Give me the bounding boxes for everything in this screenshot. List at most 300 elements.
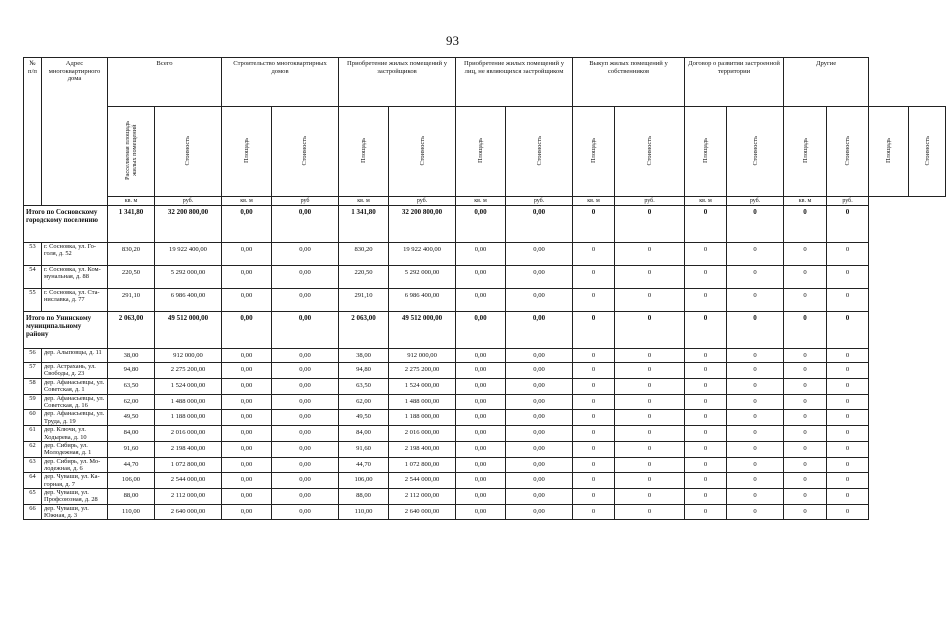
value-cell: 0 <box>784 457 827 473</box>
value-cell: 830,20 <box>339 243 389 266</box>
value-cell: 0 <box>615 206 685 243</box>
value-cell: 0 <box>615 394 685 410</box>
row-address: дер. Астрахань, ул. Свободы, д. 23 <box>42 363 108 379</box>
header-other: Другие <box>784 58 869 107</box>
header-buyout: Выкуп жилых помещений у собственников <box>573 58 685 107</box>
row-address: дер. Афанасьевцы, ул. Советская, д. 16 <box>42 394 108 410</box>
value-cell: 0 <box>727 426 784 442</box>
header-address: Адрес многоквартирного дома <box>42 58 108 206</box>
table-row <box>24 426 946 442</box>
unit-cell: кв. м <box>456 197 506 206</box>
value-cell: 0 <box>573 243 615 266</box>
value-cell: 0 <box>827 206 869 243</box>
value-cell: 0,00 <box>222 504 272 520</box>
subheader-area: Площадь <box>456 107 506 197</box>
value-cell: 0 <box>784 410 827 426</box>
value-cell: 2 198 400,00 <box>389 441 456 457</box>
unit-cell: кв. м <box>108 197 155 206</box>
value-cell: 0 <box>573 312 615 349</box>
value-cell: 1 488 000,00 <box>155 394 222 410</box>
row-address: дер. Афанасьевцы, ул. Советская, д. 1 <box>42 379 108 395</box>
value-cell: 0 <box>784 349 827 363</box>
value-cell: 2 198 400,00 <box>155 441 222 457</box>
value-cell: 49 512 000,00 <box>389 312 456 349</box>
subheader-resettled-area: Расселяемая площадь жилых помещений <box>108 107 155 197</box>
row-number: 57 <box>24 363 42 379</box>
value-cell: 0 <box>784 426 827 442</box>
value-cell: 0,00 <box>272 457 339 473</box>
value-cell: 62,00 <box>108 394 155 410</box>
value-cell: 0 <box>784 312 827 349</box>
value-cell: 0 <box>727 379 784 395</box>
row-number: 56 <box>24 349 42 363</box>
value-cell: 0 <box>615 243 685 266</box>
header-acq-developers: Приобретение жилых помещений у застройщиков <box>339 58 456 107</box>
value-cell: 1 188 000,00 <box>155 410 222 426</box>
value-cell: 49,50 <box>339 410 389 426</box>
subheader-area: Площадь <box>573 107 615 197</box>
value-cell: 0 <box>615 410 685 426</box>
value-cell: 0,00 <box>456 489 506 505</box>
unit-cell: кв. м <box>784 197 827 206</box>
page-number: 93 <box>446 33 459 48</box>
value-cell: 0,00 <box>506 312 573 349</box>
value-cell: 0 <box>784 379 827 395</box>
value-cell: 2 063,00 <box>339 312 389 349</box>
value-cell: 0,00 <box>222 410 272 426</box>
row-address: дер. Алыповцы, д. 11 <box>42 349 108 363</box>
value-cell: 0,00 <box>222 349 272 363</box>
value-cell: 0 <box>685 441 727 457</box>
value-cell: 0 <box>685 379 727 395</box>
value-cell: 0,00 <box>506 289 573 312</box>
value-cell: 0,00 <box>506 379 573 395</box>
value-cell: 38,00 <box>108 349 155 363</box>
value-cell: 0 <box>727 410 784 426</box>
row-address: г. Сосновка, ул. Ста-ниславка, д. 77 <box>42 289 108 312</box>
value-cell: 0 <box>615 473 685 489</box>
row-address: г. Сосновка, ул. Го-голя, д. 52 <box>42 243 108 266</box>
value-cell: 0,00 <box>272 289 339 312</box>
value-cell: 0 <box>727 489 784 505</box>
table-row <box>24 410 946 426</box>
value-cell: 291,10 <box>108 289 155 312</box>
value-cell: 88,00 <box>339 489 389 505</box>
value-cell: 0,00 <box>272 489 339 505</box>
value-cell: 0,00 <box>222 457 272 473</box>
value-cell: 0,00 <box>506 473 573 489</box>
value-cell: 0 <box>615 457 685 473</box>
value-cell: 5 292 000,00 <box>389 266 456 289</box>
value-cell: 0,00 <box>456 379 506 395</box>
value-cell: 0 <box>685 289 727 312</box>
value-cell: 0 <box>827 243 869 266</box>
row-number: 59 <box>24 394 42 410</box>
resettlement-table <box>23 57 946 520</box>
row-address: дер. Чуваши, ул. Южная, д. 3 <box>42 504 108 520</box>
value-cell: 0 <box>615 289 685 312</box>
unit-cell: кв. м <box>573 197 615 206</box>
value-cell: 0 <box>685 363 727 379</box>
value-cell: 0 <box>727 266 784 289</box>
value-cell: 106,00 <box>108 473 155 489</box>
value-cell: 1 188 000,00 <box>389 410 456 426</box>
value-cell: 0 <box>615 266 685 289</box>
value-cell: 63,50 <box>339 379 389 395</box>
value-cell: 2 544 000,00 <box>389 473 456 489</box>
value-cell: 0,00 <box>222 441 272 457</box>
value-cell: 91,60 <box>108 441 155 457</box>
value-cell: 291,10 <box>339 289 389 312</box>
value-cell: 0 <box>573 473 615 489</box>
value-cell: 0,00 <box>272 426 339 442</box>
value-cell: 63,50 <box>108 379 155 395</box>
value-cell: 0 <box>573 206 615 243</box>
row-number: 54 <box>24 266 42 289</box>
value-cell: 91,60 <box>339 441 389 457</box>
value-cell: 0 <box>685 349 727 363</box>
value-cell: 0 <box>573 289 615 312</box>
value-cell: 0 <box>727 349 784 363</box>
value-cell: 0 <box>784 206 827 243</box>
value-cell: 2 063,00 <box>108 312 155 349</box>
value-cell: 0 <box>827 394 869 410</box>
value-cell: 0,00 <box>456 266 506 289</box>
row-number: 60 <box>24 410 42 426</box>
value-cell: 2 640 000,00 <box>155 504 222 520</box>
table-row <box>24 489 946 505</box>
value-cell: 0,00 <box>222 312 272 349</box>
value-cell: 0 <box>727 457 784 473</box>
value-cell: 220,50 <box>108 266 155 289</box>
value-cell: 0,00 <box>456 349 506 363</box>
value-cell: 0 <box>573 363 615 379</box>
subheader-area: Площадь <box>869 107 909 197</box>
table-row <box>24 394 946 410</box>
value-cell: 0 <box>827 457 869 473</box>
value-cell: 0,00 <box>222 243 272 266</box>
value-cell: 0 <box>827 349 869 363</box>
unit-cell: руб. <box>615 197 685 206</box>
value-cell: 0 <box>573 266 615 289</box>
subtotal-row <box>24 206 946 243</box>
value-cell: 2 275 200,00 <box>155 363 222 379</box>
value-cell: 1 341,80 <box>108 206 155 243</box>
value-cell: 44,70 <box>108 457 155 473</box>
value-cell: 6 986 400,00 <box>155 289 222 312</box>
row-number: 62 <box>24 441 42 457</box>
value-cell: 0,00 <box>506 394 573 410</box>
value-cell: 0 <box>827 473 869 489</box>
value-cell: 1 072 800,00 <box>389 457 456 473</box>
value-cell: 0,00 <box>272 312 339 349</box>
value-cell: 2 112 000,00 <box>155 489 222 505</box>
subtotal-row <box>24 312 946 349</box>
value-cell: 0 <box>685 426 727 442</box>
value-cell: 0 <box>827 266 869 289</box>
value-cell: 0,00 <box>272 206 339 243</box>
subheader-area: Площадь <box>685 107 727 197</box>
value-cell: 0,00 <box>272 394 339 410</box>
value-cell: 0 <box>573 426 615 442</box>
value-cell: 0 <box>685 457 727 473</box>
row-number: 65 <box>24 489 42 505</box>
header-construction: Строительство многоквартирных домов <box>222 58 339 107</box>
table-row <box>24 379 946 395</box>
subtotal-label: Итого по Унинскому муниципальному району <box>24 312 108 349</box>
value-cell: 0 <box>615 379 685 395</box>
value-cell: 44,70 <box>339 457 389 473</box>
value-cell: 110,00 <box>339 504 389 520</box>
value-cell: 0,00 <box>272 243 339 266</box>
value-cell: 0,00 <box>456 363 506 379</box>
value-cell: 0 <box>784 473 827 489</box>
value-cell: 0,00 <box>272 504 339 520</box>
value-cell: 0,00 <box>506 457 573 473</box>
value-cell: 94,80 <box>339 363 389 379</box>
value-cell: 0,00 <box>222 266 272 289</box>
unit-cell: кв. м <box>339 197 389 206</box>
value-cell: 32 200 800,00 <box>155 206 222 243</box>
value-cell: 94,80 <box>108 363 155 379</box>
value-cell: 0,00 <box>506 504 573 520</box>
value-cell: 0,00 <box>272 363 339 379</box>
value-cell: 0 <box>573 489 615 505</box>
table-row <box>24 349 946 363</box>
row-number: 58 <box>24 379 42 395</box>
value-cell: 0 <box>784 504 827 520</box>
value-cell: 0,00 <box>506 349 573 363</box>
header-total: Всего <box>108 58 222 107</box>
header-row-groups <box>24 58 946 107</box>
value-cell: 912 000,00 <box>389 349 456 363</box>
subheader-cost: Стоимость <box>615 107 685 197</box>
row-number: 66 <box>24 504 42 520</box>
unit-cell: руб <box>272 197 339 206</box>
value-cell: 0 <box>784 489 827 505</box>
value-cell: 84,00 <box>339 426 389 442</box>
value-cell: 32 200 800,00 <box>389 206 456 243</box>
value-cell: 0,00 <box>456 504 506 520</box>
value-cell: 49,50 <box>108 410 155 426</box>
value-cell: 0 <box>727 394 784 410</box>
unit-cell: руб. <box>506 197 573 206</box>
row-address: дер. Афанасьевцы, ул. Труда, д. 19 <box>42 410 108 426</box>
value-cell: 0 <box>727 473 784 489</box>
value-cell: 0,00 <box>456 441 506 457</box>
subheader-cost: Стоимость <box>155 107 222 197</box>
value-cell: 0 <box>827 426 869 442</box>
value-cell: 0,00 <box>222 473 272 489</box>
table-row <box>24 363 946 379</box>
value-cell: 0 <box>685 504 727 520</box>
subheader-cost: Стоимость <box>727 107 784 197</box>
subheader-cost: Стоимость <box>272 107 339 197</box>
table-row <box>24 289 946 312</box>
value-cell: 0,00 <box>506 363 573 379</box>
value-cell: 0,00 <box>506 489 573 505</box>
value-cell: 0 <box>727 243 784 266</box>
value-cell: 1 341,80 <box>339 206 389 243</box>
value-cell: 1 524 000,00 <box>389 379 456 395</box>
unit-cell: руб. <box>827 197 869 206</box>
value-cell: 110,00 <box>108 504 155 520</box>
value-cell: 0 <box>615 441 685 457</box>
subheader-area: Площадь <box>222 107 272 197</box>
value-cell: 0 <box>573 349 615 363</box>
value-cell: 0,00 <box>506 243 573 266</box>
value-cell: 0 <box>827 441 869 457</box>
value-cell: 0 <box>573 457 615 473</box>
value-cell: 0 <box>573 379 615 395</box>
value-cell: 0 <box>784 289 827 312</box>
units-row <box>24 197 946 206</box>
value-cell: 38,00 <box>339 349 389 363</box>
value-cell: 0,00 <box>222 426 272 442</box>
row-number: 61 <box>24 426 42 442</box>
value-cell: 0 <box>784 363 827 379</box>
row-address: дер. Сибирь, ул. Молодежная, д. 1 <box>42 441 108 457</box>
value-cell: 0,00 <box>272 410 339 426</box>
subheader-area: Площадь <box>339 107 389 197</box>
value-cell: 0 <box>685 266 727 289</box>
value-cell: 0,00 <box>456 457 506 473</box>
table-row <box>24 473 946 489</box>
value-cell: 0 <box>827 489 869 505</box>
value-cell: 2 112 000,00 <box>389 489 456 505</box>
value-cell: 0 <box>615 489 685 505</box>
value-cell: 912 000,00 <box>155 349 222 363</box>
value-cell: 19 922 400,00 <box>155 243 222 266</box>
value-cell: 0 <box>615 363 685 379</box>
subheader-cost: Стоимость <box>909 107 946 197</box>
value-cell: 0 <box>573 394 615 410</box>
row-number: 55 <box>24 289 42 312</box>
value-cell: 62,00 <box>339 394 389 410</box>
value-cell: 0 <box>827 312 869 349</box>
value-cell: 0,00 <box>456 243 506 266</box>
value-cell: 2 275 200,00 <box>389 363 456 379</box>
value-cell: 0,00 <box>272 379 339 395</box>
value-cell: 0,00 <box>222 489 272 505</box>
unit-cell: руб. <box>727 197 784 206</box>
value-cell: 1 488 000,00 <box>389 394 456 410</box>
value-cell: 0 <box>827 410 869 426</box>
value-cell: 0,00 <box>272 473 339 489</box>
unit-cell: руб. <box>389 197 456 206</box>
value-cell: 49 512 000,00 <box>155 312 222 349</box>
value-cell: 0,00 <box>222 206 272 243</box>
value-cell: 0 <box>827 379 869 395</box>
value-cell: 106,00 <box>339 473 389 489</box>
unit-cell: руб. <box>155 197 222 206</box>
value-cell: 830,20 <box>108 243 155 266</box>
row-number: 53 <box>24 243 42 266</box>
value-cell: 2 544 000,00 <box>155 473 222 489</box>
value-cell: 0 <box>727 441 784 457</box>
value-cell: 0,00 <box>222 363 272 379</box>
value-cell: 0,00 <box>456 312 506 349</box>
subtotal-label: Итого по Сосновскому городскому поселению <box>24 206 108 243</box>
subheader-cost: Стоимость <box>827 107 869 197</box>
value-cell: 0 <box>685 206 727 243</box>
table-row <box>24 243 946 266</box>
value-cell: 0,00 <box>506 441 573 457</box>
value-cell: 0,00 <box>506 410 573 426</box>
value-cell: 2 016 000,00 <box>389 426 456 442</box>
value-cell: 0 <box>685 489 727 505</box>
row-address: дер. Чуваши, ул. Ка-горная, д. 7 <box>42 473 108 489</box>
value-cell: 0 <box>784 243 827 266</box>
unit-cell: кв. м <box>222 197 272 206</box>
value-cell: 0 <box>784 441 827 457</box>
table-row <box>24 266 946 289</box>
value-cell: 0,00 <box>456 473 506 489</box>
value-cell: 0 <box>615 426 685 442</box>
value-cell: 0 <box>685 410 727 426</box>
value-cell: 0 <box>827 289 869 312</box>
row-address: дер. Сибирь, ул. Мо-лодежная, д. 6 <box>42 457 108 473</box>
value-cell: 0 <box>727 312 784 349</box>
value-cell: 0,00 <box>272 349 339 363</box>
value-cell: 0 <box>784 394 827 410</box>
value-cell: 0 <box>727 289 784 312</box>
subheader-cost: Стоимость <box>389 107 456 197</box>
value-cell: 88,00 <box>108 489 155 505</box>
value-cell: 5 292 000,00 <box>155 266 222 289</box>
value-cell: 0 <box>685 394 727 410</box>
value-cell: 6 986 400,00 <box>389 289 456 312</box>
value-cell: 0 <box>615 312 685 349</box>
value-cell: 0,00 <box>222 289 272 312</box>
row-address: дер. Ключи, ул. Ходырева, д. 10 <box>42 426 108 442</box>
value-cell: 1 524 000,00 <box>155 379 222 395</box>
value-cell: 0,00 <box>506 266 573 289</box>
row-number: 64 <box>24 473 42 489</box>
value-cell: 0,00 <box>456 410 506 426</box>
value-cell: 2 640 000,00 <box>389 504 456 520</box>
value-cell: 0 <box>615 349 685 363</box>
value-cell: 0,00 <box>272 441 339 457</box>
row-number: 63 <box>24 457 42 473</box>
table-row <box>24 504 946 520</box>
value-cell: 0 <box>727 363 784 379</box>
value-cell: 0 <box>685 243 727 266</box>
value-cell: 0,00 <box>456 206 506 243</box>
unit-cell: кв. м <box>685 197 727 206</box>
header-row-subcolumns <box>24 107 946 197</box>
value-cell: 0 <box>573 441 615 457</box>
value-cell: 0,00 <box>456 394 506 410</box>
row-address: г. Сосновка, ул. Ком-мунальная, д. 88 <box>42 266 108 289</box>
value-cell: 0 <box>727 504 784 520</box>
value-cell: 0,00 <box>222 379 272 395</box>
value-cell: 0,00 <box>456 289 506 312</box>
table-row <box>24 441 946 457</box>
value-cell: 220,50 <box>339 266 389 289</box>
value-cell: 0 <box>827 504 869 520</box>
subheader-cost: Стоимость <box>506 107 573 197</box>
value-cell: 1 072 800,00 <box>155 457 222 473</box>
value-cell: 0 <box>727 206 784 243</box>
value-cell: 0 <box>685 473 727 489</box>
value-cell: 0 <box>615 504 685 520</box>
value-cell: 84,00 <box>108 426 155 442</box>
value-cell: 0 <box>573 410 615 426</box>
header-acq-nondevelopers: Приобретение жилых помещений у лиц, не являющихся застройщиком <box>456 58 573 107</box>
header-num: № п/п <box>24 58 42 206</box>
header-dev-agreement: Договор о развитии застроенной территории <box>685 58 784 107</box>
